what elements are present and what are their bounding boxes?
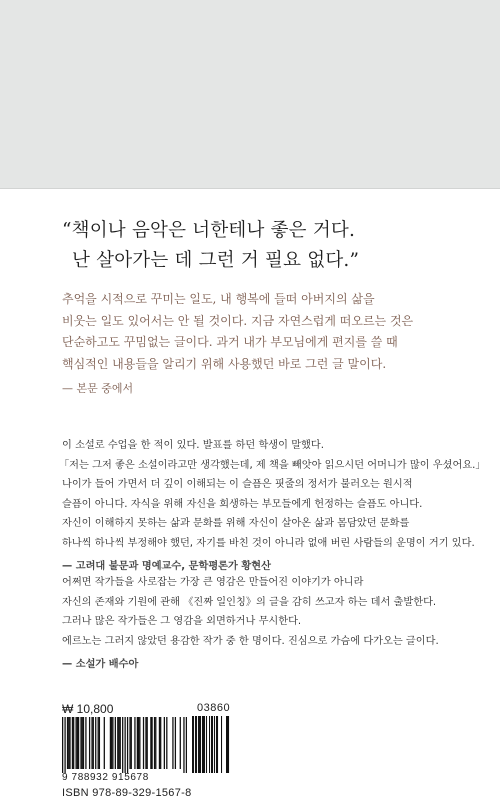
barcode-bar xyxy=(78,717,79,769)
barcode-bar xyxy=(118,717,119,769)
addon-bar xyxy=(192,716,193,773)
addon-code: 03860 xyxy=(197,702,231,714)
addon-bar xyxy=(203,716,204,773)
addon-bar xyxy=(202,716,203,773)
barcode-bar xyxy=(180,717,181,769)
barcode-bar xyxy=(115,717,116,769)
review-line: 「저는 그저 좋은 소설이라고만 생각했는데, 제 책을 빼앗아 읽으시던 어머니가 많이 우셨어요.」 xyxy=(59,459,486,471)
barcode-bar xyxy=(68,717,69,769)
excerpt-line: 추억을 시적으로 꾸미는 일도, 내 행복에 들떠 아버지의 삶을 xyxy=(62,292,375,306)
barcode-bar xyxy=(62,717,63,773)
barcode-bar xyxy=(147,717,148,769)
addon-bar xyxy=(195,716,196,773)
addon-bar xyxy=(211,716,212,773)
barcode-bar xyxy=(159,717,160,769)
excerpt-line: 비웃는 일도 있어서는 안 될 것이다. 지금 자연스럽게 떠오르는 것은 xyxy=(62,313,414,328)
addon-bar xyxy=(221,716,222,773)
barcode-bar xyxy=(138,717,139,769)
review-line: 자신의 존재와 기원에 관해 《진짜 일인칭》의 글을 감히 쓰고자 하는 데서 출발한다. xyxy=(62,596,437,608)
ean-digits: 9 788932 915678 xyxy=(62,772,149,783)
quote-line-1: “책이나 음악은 너한테나 좋은 거다. xyxy=(62,220,356,241)
review-line: 그러나 많은 작가들은 그 영감을 외면하거나 무시한다. xyxy=(62,616,302,627)
barcode-bar xyxy=(110,717,111,769)
barcode-bar xyxy=(155,717,156,769)
review-attribution: — 고려대 불문과 명예교수, 문학평론가 황현산 xyxy=(62,561,271,572)
barcode-bar xyxy=(129,717,130,769)
barcode-bar xyxy=(82,717,83,769)
review-line: 자신이 이해하지 못하는 삶과 문화를 위해 자신이 살아온 삶과 몸담았던 문화를 xyxy=(62,518,410,529)
barcode-bar xyxy=(164,717,165,769)
barcode-bar xyxy=(99,717,100,769)
barcode-bar xyxy=(134,717,135,769)
barcode-bar xyxy=(95,717,96,769)
barcode-bar xyxy=(98,717,99,769)
barcode-bar xyxy=(125,717,126,773)
review-line: 슬픔이 아니다. 자식을 위해 자신을 희생하는 부모들에게 헌정하는 슬픔도 아니다. xyxy=(62,498,423,510)
barcode-bar xyxy=(186,717,187,773)
addon-bars xyxy=(192,702,230,773)
barcode-bar xyxy=(117,717,118,769)
barcode-bar xyxy=(137,717,138,769)
barcode-bar xyxy=(67,717,68,769)
epigraph-quote xyxy=(62,216,482,276)
addon-bar xyxy=(227,716,228,773)
barcode-bar xyxy=(150,717,151,769)
barcode-bar xyxy=(111,717,112,769)
barcode-bar xyxy=(122,717,123,773)
addon-bar xyxy=(212,716,213,773)
addon-bar xyxy=(200,716,201,773)
barcode-bar xyxy=(80,717,81,769)
cover-top-band xyxy=(0,0,500,189)
quote-line-2: 난 살아가는 데 그런 거 필요 없다.” xyxy=(72,250,360,271)
price-label: ₩ 10,800 xyxy=(62,702,114,716)
barcode-bar xyxy=(143,717,144,769)
addon-bar xyxy=(198,716,199,773)
barcode-bar xyxy=(91,717,92,769)
barcode-bar xyxy=(72,717,73,769)
barcode-bars xyxy=(62,717,187,773)
barcode-bar xyxy=(127,717,128,773)
barcode-bar xyxy=(112,717,113,769)
barcode-bar xyxy=(154,717,155,769)
addon-bar xyxy=(226,716,227,773)
barcode-bar xyxy=(139,717,140,769)
barcode-bar xyxy=(83,717,84,769)
addon-bar xyxy=(206,716,207,773)
addon-bar xyxy=(209,716,210,773)
excerpt-line: 핵심적인 내용들을 알리기 위해 사용했던 바로 그런 글 말이다. xyxy=(62,356,387,371)
barcode-bar xyxy=(166,717,167,769)
review-hwang xyxy=(59,436,486,577)
review-line: 에르노는 그러지 않았던 용감한 작가 중 한 명이다. 진심으로 가슴에 다가오는 글이다. xyxy=(62,635,439,647)
isbn-number: ISBN 978-89-329-1567-8 xyxy=(62,787,192,799)
addon-bar xyxy=(228,716,229,773)
barcode-bar xyxy=(93,717,94,769)
addon-bar xyxy=(204,716,205,773)
excerpt-source: — 본문 중에서 xyxy=(62,382,134,395)
barcode-bar xyxy=(69,717,70,769)
barcode-bar xyxy=(73,717,74,769)
review-line: 이 소설로 수업을 한 적이 있다. 발표를 하던 학생이 말했다. xyxy=(62,440,324,451)
addon-bar xyxy=(214,716,215,773)
barcode-bar xyxy=(160,717,161,769)
addon-bar xyxy=(199,716,200,773)
book-excerpt xyxy=(62,289,462,400)
addon-barcode xyxy=(192,702,230,773)
addon-bar xyxy=(217,716,218,773)
barcode-bar xyxy=(104,717,105,769)
barcode-bar xyxy=(183,717,184,773)
barcode-bar xyxy=(120,717,121,769)
barcode-bar xyxy=(75,717,76,769)
addon-bar xyxy=(193,716,194,773)
barcode-bar xyxy=(145,717,146,769)
review-attribution: — 소설가 배수아 xyxy=(62,659,139,670)
barcode-bar xyxy=(64,717,65,773)
ean-barcode xyxy=(62,717,187,773)
addon-bar xyxy=(196,716,197,773)
review-line: 어쩌면 작가들을 사로잡는 가장 큰 영감은 만들어진 이야기가 아니라 xyxy=(62,577,364,588)
barcode-bar xyxy=(151,717,152,769)
review-line: 나이가 들어 가면서 더 깊이 이해되는 이 슬픔은 핏줄의 정서가 불러오는 원시적 xyxy=(62,479,413,490)
review-bae xyxy=(62,573,462,675)
barcode-bar xyxy=(175,717,176,769)
addon-bar xyxy=(216,716,217,773)
excerpt-line: 단순하고도 꾸밈없는 글이다. 과거 내가 부모님에게 편지를 쓸 때 xyxy=(62,335,398,349)
barcode-bar xyxy=(89,717,90,769)
barcode-bar xyxy=(85,717,86,769)
review-line: 하나씩 하나씩 부정해야 했던, 자기를 바친 것이 아니라 없애 버린 사람들의 운명이 거기 있다. xyxy=(62,537,475,549)
barcode-bar xyxy=(131,717,132,769)
barcode-bar xyxy=(77,717,78,769)
barcode-bar xyxy=(172,717,173,769)
